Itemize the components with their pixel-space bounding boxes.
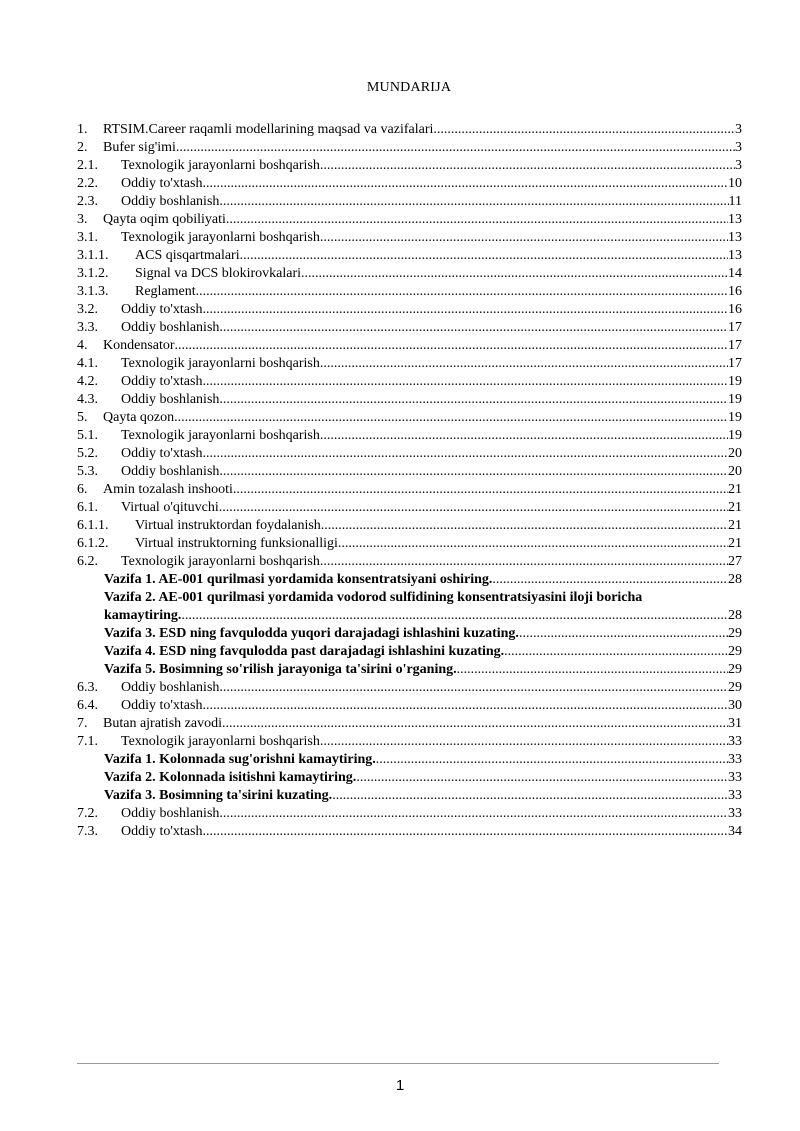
toc-leader-dots <box>202 697 728 715</box>
page-title: MUNDARIJA <box>366 80 452 95</box>
toc-entry-text: Vazifa 2. AE-001 qurilmasi yordamida vodorod sulfidining konsentratsiyasini iloji boricha <box>104 590 643 605</box>
toc-entry-text: Texnologik jarayonlarni boshqarish <box>121 734 320 749</box>
toc-page-number: 33 <box>728 734 742 749</box>
toc-leader-dots <box>320 157 735 175</box>
toc-entry-text: Oddiy boshlanish <box>121 806 220 821</box>
toc-entry-text: Oddiy boshlanish <box>121 194 220 209</box>
toc-section-number: 5.2. <box>77 446 98 461</box>
toc-page-number: 27 <box>728 554 742 569</box>
toc-leader-dots <box>233 481 728 499</box>
toc-entry-text: Vazifa 4. ESD ning favqulodda past darajadagi ishlashini kuzating. <box>104 644 505 659</box>
toc-page-number: 3 <box>735 122 742 137</box>
toc-page-number: 3 <box>735 158 742 173</box>
toc-section-number: 6.1. <box>77 500 98 515</box>
toc-entry[interactable] <box>77 499 742 517</box>
toc-section-number: 2. <box>77 140 88 155</box>
toc-page-number: 33 <box>728 752 742 767</box>
toc-page-number: 17 <box>728 356 742 371</box>
toc-entry-text: Texnologik jarayonlarni boshqarish <box>121 158 320 173</box>
toc-page-number: 19 <box>728 428 742 443</box>
toc-entry-text: Virtual instruktorning funksionalligi <box>135 536 338 551</box>
toc-page-number: 28 <box>728 572 742 587</box>
toc-entry-text-continued: kamaytiring. <box>104 608 182 623</box>
toc-page-number: 30 <box>728 698 742 713</box>
toc-entry[interactable] <box>77 391 742 409</box>
toc-page-number: 29 <box>728 626 742 641</box>
toc-leader-dots <box>504 643 728 661</box>
toc-leader-dots <box>376 751 728 769</box>
toc-entry[interactable] <box>77 823 742 841</box>
toc-entry-text: Vazifa 1. AE-001 qurilmasi yordamida konsentratsiyani oshiring. <box>104 572 493 587</box>
toc-page-number: 33 <box>728 806 742 821</box>
toc-leader-dots <box>219 319 728 337</box>
toc-page-number: 33 <box>728 788 742 803</box>
toc-leader-dots <box>219 499 728 517</box>
toc-entry-text: Oddiy to'xtash <box>121 824 203 839</box>
toc-entry[interactable] <box>77 553 742 571</box>
toc-entry-text: Vazifa 2. Kolonnada isitishni kamaytiring. <box>104 770 357 785</box>
toc-page-number: 19 <box>728 392 742 407</box>
toc-entry[interactable] <box>77 535 742 553</box>
toc-page-number: 29 <box>728 644 742 659</box>
toc-entry[interactable] <box>77 265 742 283</box>
toc-leader-dots <box>202 445 728 463</box>
toc-section-number: 2.3. <box>77 194 98 209</box>
toc-leader-dots <box>321 517 728 535</box>
toc-entry[interactable] <box>77 805 742 823</box>
toc-section-number: 6.2. <box>77 554 98 569</box>
toc-leader-dots <box>320 553 728 571</box>
toc-leader-dots <box>219 193 728 211</box>
table-of-contents <box>77 121 742 841</box>
toc-leader-dots <box>320 229 728 247</box>
toc-entry[interactable] <box>77 787 742 805</box>
toc-section-number: 5.3. <box>77 464 98 479</box>
toc-page-number: 20 <box>728 446 742 461</box>
toc-page-number: 21 <box>728 482 742 497</box>
toc-entry[interactable] <box>77 571 742 589</box>
toc-leader-dots <box>338 535 728 553</box>
toc-entry-text: Virtual o'qituvchi <box>121 500 219 515</box>
toc-entry[interactable] <box>77 481 742 499</box>
toc-leader-dots <box>176 139 735 157</box>
toc-entry[interactable] <box>77 175 742 193</box>
toc-entry-text: Texnologik jarayonlarni boshqarish <box>121 554 320 569</box>
toc-section-number: 4.1. <box>77 356 98 371</box>
toc-entry-text: Kondensator <box>103 338 175 353</box>
toc-entry[interactable] <box>77 643 742 661</box>
toc-section-number: 7. <box>77 716 88 731</box>
toc-page-number: 19 <box>728 374 742 389</box>
toc-entry-text: Butan ajratish zavodi <box>103 716 222 731</box>
toc-entry[interactable] <box>77 247 742 265</box>
toc-leader-dots <box>222 715 728 733</box>
toc-page-number: 17 <box>728 338 742 353</box>
toc-entry[interactable] <box>77 661 742 679</box>
toc-section-number: 2.1. <box>77 158 98 173</box>
toc-page-number: 29 <box>728 662 742 677</box>
toc-section-number: 7.1. <box>77 734 98 749</box>
toc-section-number: 4.2. <box>77 374 98 389</box>
toc-leader-dots <box>226 211 728 229</box>
toc-entry[interactable] <box>77 283 742 301</box>
toc-page-number: 21 <box>728 500 742 515</box>
toc-entry-text: Oddiy boshlanish <box>121 320 220 335</box>
toc-leader-dots <box>219 463 728 481</box>
toc-page-number: 20 <box>728 464 742 479</box>
toc-entry-text: Vazifa 3. Bosimning ta'sirini kuzating. <box>104 788 333 803</box>
toc-entry[interactable] <box>77 157 742 175</box>
toc-entry-text: Vazifa 5. Bosimning so'rilish jarayoniga ta'sirini o'rganing. <box>104 662 457 677</box>
toc-leader-dots <box>320 733 728 751</box>
toc-entry-text: Oddiy boshlanish <box>121 464 220 479</box>
toc-page-number: 28 <box>728 608 742 623</box>
toc-entry-text: RTSIM.Career raqamli modellarining maqsad va vazifalari <box>103 122 434 137</box>
toc-section-number: 6.1.1. <box>77 518 109 533</box>
toc-entry-text: Oddiy boshlanish <box>121 680 220 695</box>
toc-entry[interactable] <box>77 517 742 535</box>
toc-leader-dots <box>202 823 728 841</box>
toc-entry[interactable] <box>77 463 742 481</box>
toc-entry-text: Bufer sig'imi <box>103 140 176 155</box>
toc-page-number: 16 <box>728 284 742 299</box>
toc-leader-dots <box>240 247 728 265</box>
toc-section-number: 3.1.3. <box>77 284 109 299</box>
toc-page-number: 21 <box>728 536 742 551</box>
toc-entry[interactable] <box>77 229 742 247</box>
toc-entry[interactable] <box>77 715 742 733</box>
toc-page-number: 13 <box>728 212 742 227</box>
toc-entry[interactable] <box>77 679 742 697</box>
toc-leader-dots <box>301 265 728 283</box>
toc-section-number: 3. <box>77 212 88 227</box>
toc-entry[interactable] <box>77 355 742 373</box>
toc-section-number: 1. <box>77 122 88 137</box>
toc-page-number: 34 <box>728 824 742 839</box>
toc-section-number: 6.4. <box>77 698 98 713</box>
toc-section-number: 6.3. <box>77 680 98 695</box>
toc-leader-dots <box>202 301 728 319</box>
toc-page-number: 16 <box>728 302 742 317</box>
toc-entry[interactable] <box>77 373 742 391</box>
toc-page-number: 31 <box>728 716 742 731</box>
toc-leader-dots <box>320 355 728 373</box>
toc-entry-text: ACS qisqartmalari <box>135 248 240 263</box>
toc-entry-text: Oddiy to'xtash <box>121 446 203 461</box>
toc-entry[interactable] <box>77 427 742 445</box>
toc-entry-text: Oddiy to'xtash <box>121 698 203 713</box>
toc-entry-text: Texnologik jarayonlarni boshqarish <box>121 230 320 245</box>
toc-page-number: 14 <box>728 266 742 281</box>
toc-entry[interactable] <box>77 121 742 139</box>
toc-entry[interactable] <box>77 445 742 463</box>
toc-section-number: 6.1.2. <box>77 536 109 551</box>
toc-entry-text: Reglament <box>135 284 196 299</box>
toc-section-number: 5.1. <box>77 428 98 443</box>
toc-section-number: 3.2. <box>77 302 98 317</box>
toc-section-number: 7.3. <box>77 824 98 839</box>
toc-entry-text: Texnologik jarayonlarni boshqarish <box>121 428 320 443</box>
toc-leader-dots <box>219 805 728 823</box>
toc-page-number: 21 <box>728 518 742 533</box>
toc-section-number: 4. <box>77 338 88 353</box>
toc-entry[interactable] <box>77 751 742 769</box>
toc-entry[interactable] <box>77 301 742 319</box>
toc-leader-dots <box>492 571 728 589</box>
toc-page-number: 33 <box>728 770 742 785</box>
toc-page-number: 29 <box>728 680 742 695</box>
toc-leader-dots <box>320 427 728 445</box>
toc-entry-text: Qayta oqim qobiliyati <box>103 212 226 227</box>
toc-section-number: 3.1.1. <box>77 248 109 263</box>
toc-page-number: 3 <box>735 140 742 155</box>
toc-entry-text: Oddiy boshlanish <box>121 392 220 407</box>
toc-entry[interactable] <box>77 625 742 643</box>
toc-entry[interactable] <box>77 139 742 157</box>
toc-leader-dots <box>175 337 728 355</box>
toc-leader-dots <box>457 661 728 679</box>
footer-divider <box>77 1063 719 1064</box>
toc-entry-text: Texnologik jarayonlarni boshqarish <box>121 356 320 371</box>
toc-entry[interactable] <box>77 697 742 715</box>
toc-entry[interactable] <box>77 319 742 337</box>
toc-leader-dots <box>219 391 728 409</box>
toc-page-number: 13 <box>728 248 742 263</box>
toc-entry-text: Amin tozalash inshooti <box>103 482 233 497</box>
toc-entry[interactable] <box>77 193 742 211</box>
toc-leader-dots <box>332 787 728 805</box>
toc-entry-text: Virtual instruktordan foydalanish <box>135 518 321 533</box>
toc-leader-dots <box>202 373 728 391</box>
toc-page-number: 13 <box>728 230 742 245</box>
toc-leader-dots <box>356 769 728 787</box>
toc-entry-text: Vazifa 1. Kolonnada sug'orishni kamaytiring. <box>104 752 376 767</box>
toc-leader-dots <box>196 283 728 301</box>
toc-section-number: 3.3. <box>77 320 98 335</box>
toc-leader-dots <box>174 409 728 427</box>
toc-entry[interactable] <box>77 211 742 229</box>
toc-entry-text: Oddiy to'xtash <box>121 374 203 389</box>
toc-leader-dots <box>181 607 728 625</box>
toc-section-number: 6. <box>77 482 88 497</box>
toc-entry[interactable] <box>77 769 742 787</box>
toc-leader-dots <box>202 175 728 193</box>
toc-section-number: 3.1. <box>77 230 98 245</box>
toc-entry-text: Vazifa 3. ESD ning favqulodda yuqori darajadagi ishlashini kuzating. <box>104 626 519 641</box>
toc-entry[interactable] <box>77 409 742 427</box>
toc-entry[interactable] <box>77 733 742 751</box>
toc-section-number: 7.2. <box>77 806 98 821</box>
toc-leader-dots <box>219 679 728 697</box>
toc-section-number: 5. <box>77 410 88 425</box>
toc-entry[interactable] <box>77 337 742 355</box>
toc-entry-text: Oddiy to'xtash <box>121 176 203 191</box>
toc-section-number: 3.1.2. <box>77 266 109 281</box>
toc-page-number: 19 <box>728 410 742 425</box>
toc-page-number: 10 <box>728 176 742 191</box>
toc-section-number: 2.2. <box>77 176 98 191</box>
toc-page-number: 11 <box>728 194 742 209</box>
toc-entry-text: Qayta qozon <box>103 410 175 425</box>
toc-section-number: 4.3. <box>77 392 98 407</box>
toc-leader-dots <box>519 625 728 643</box>
page-number: 1 <box>395 1077 405 1094</box>
toc-entry-text: Signal va DCS blokirovkalari <box>135 266 302 281</box>
toc-page-number: 17 <box>728 320 742 335</box>
toc-entry[interactable] <box>77 589 742 625</box>
toc-leader-dots <box>433 121 735 139</box>
toc-entry-text: Oddiy to'xtash <box>121 302 203 317</box>
